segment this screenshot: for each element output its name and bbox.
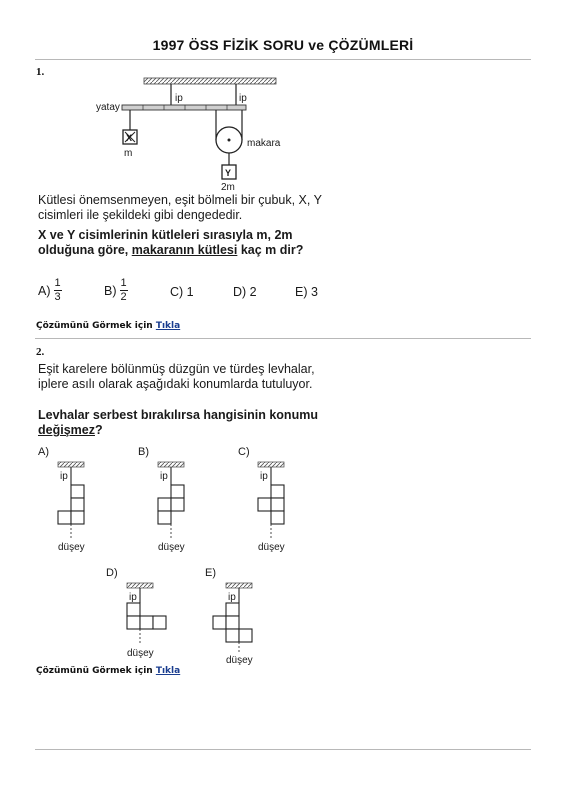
underlined-phrase: makaranın kütlesi bbox=[131, 243, 238, 257]
q1-solution-line: Çözümünü Görmek için Tıkla bbox=[36, 321, 181, 331]
q2-option-d[interactable]: D) bbox=[106, 567, 118, 579]
bar bbox=[122, 105, 246, 110]
plate-d-ip: ip bbox=[129, 592, 137, 603]
ceiling bbox=[144, 78, 276, 84]
question-2-text: Eşit karelere bölünmüş düzgün ve türdeş levhalar, iplere asılı olarak aşağıdaki konumlarda tutuluyor. bbox=[38, 362, 315, 391]
plate-a-ip: ip bbox=[60, 471, 68, 482]
plate-d-dusey: düşey bbox=[127, 648, 154, 659]
label-makara: makara bbox=[247, 138, 281, 149]
q2-option-b[interactable]: B) bbox=[138, 446, 149, 458]
footer-divider bbox=[35, 749, 531, 750]
q1-choice-c[interactable]: C) 1 bbox=[170, 285, 194, 299]
q2-option-e[interactable]: E) bbox=[205, 567, 216, 579]
q1-choice-e[interactable]: E) 3 bbox=[295, 285, 318, 299]
label-ip-right: ip bbox=[239, 93, 247, 104]
label-yatay: yatay bbox=[96, 102, 120, 113]
label-m: m bbox=[124, 148, 133, 159]
label-x: X bbox=[126, 133, 133, 143]
q2-option-c[interactable]: C) bbox=[238, 446, 250, 458]
question-1-number: 1. bbox=[36, 66, 45, 78]
q1-solution-link[interactable]: Tıkla bbox=[155, 321, 181, 331]
question-2-number: 2. bbox=[36, 346, 45, 358]
underlined-phrase: değişmez bbox=[38, 423, 95, 437]
q2-solution-line: Çözümünü Görmek için Tıkla bbox=[36, 666, 181, 676]
plate-e-dusey: düşey bbox=[226, 655, 253, 666]
plate-e-ip: ip bbox=[228, 592, 236, 603]
plate-c-dusey: düşey bbox=[258, 542, 285, 553]
q1-choice-d[interactable]: D) 2 bbox=[233, 285, 257, 299]
q2-solution-link[interactable]: Tıkla bbox=[155, 666, 181, 676]
plate-b-ip: ip bbox=[160, 471, 168, 482]
q1-choice-a[interactable]: A) $\frac{1}{3}$ bbox=[38, 277, 61, 303]
label-2m: 2m bbox=[221, 182, 235, 193]
plate-a-dusey: düşey bbox=[58, 542, 85, 553]
plate-b-dusey: düşey bbox=[158, 542, 185, 553]
plate-c-ip: ip bbox=[260, 471, 268, 482]
label-y: Y bbox=[225, 168, 232, 178]
page-title: 1997 ÖSS FİZİK SORU ve ÇÖZÜMLERİ bbox=[152, 37, 414, 53]
q2-option-a[interactable]: A) bbox=[38, 446, 49, 458]
q1-choice-b[interactable]: B) $\frac{1}{2}$ bbox=[104, 277, 127, 303]
divider bbox=[35, 59, 531, 60]
question-2-diagrams bbox=[0, 455, 566, 685]
label-ip-left: ip bbox=[175, 93, 183, 104]
question-1-prompt: X ve Y cisimlerinin kütleleri sırasıyla m, 2m olduğuna göre, makaranın kütlesi kaç m dir? bbox=[38, 228, 304, 257]
question-1-text: Kütlesi önemsenmeyen, eşit bölmeli bir çubuk, X, Y cisimleri ile şekildeki gibi dengededir. bbox=[38, 193, 322, 222]
question-2-prompt: Levhalar serbest bırakılırsa hangisinin konumu değişmez? bbox=[38, 408, 318, 437]
divider bbox=[35, 338, 531, 339]
